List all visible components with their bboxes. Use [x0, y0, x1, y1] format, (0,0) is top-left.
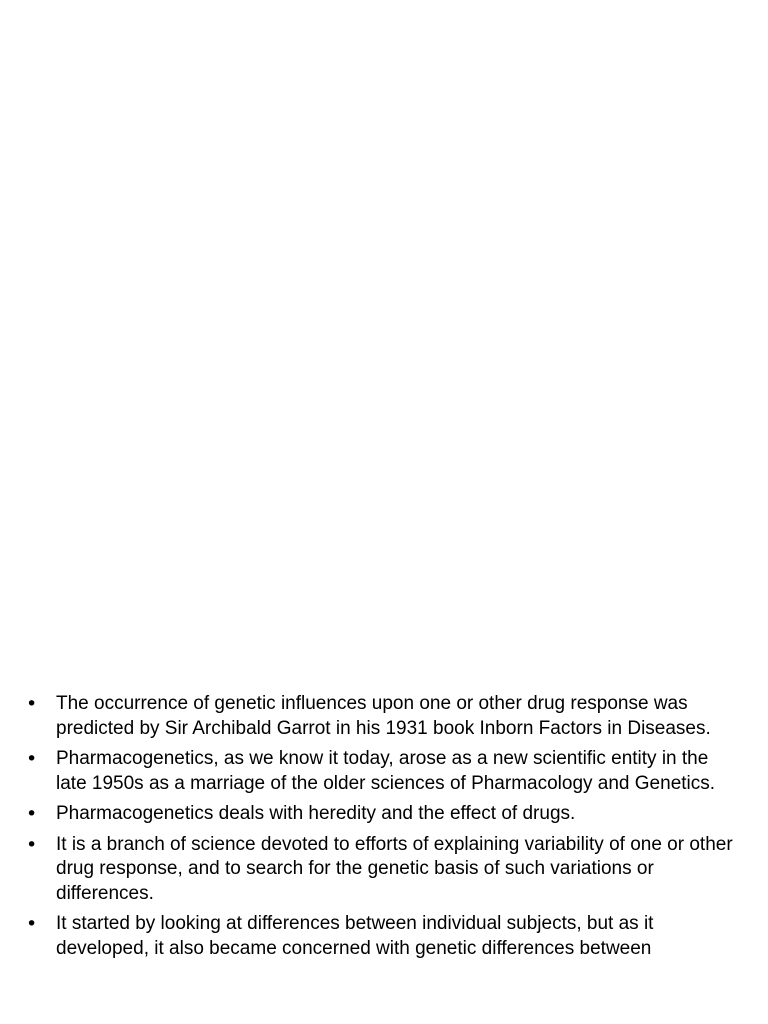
- bullet-text-2: Pharmacogenetics, as we know it today, arose as a new scientific entity in the late 1950s as a marriage of the older sciences of Pharmacology and Genetics.: [56, 748, 716, 794]
- bullet-marker: •: [26, 748, 38, 770]
- bullet-marker: •: [26, 913, 38, 935]
- bullet-marker: •: [26, 803, 38, 825]
- bullet-text-1: The occurrence of genetic influences upon one or other drug response was predicted by Sir Archibald Garrot in his 1931 book Inborn Factors in Diseases.: [56, 693, 711, 739]
- bullet-marker: •: [26, 833, 38, 856]
- bullet-text-5: It started by looking at differences between individual subjects, but as it developed, it also became concerned with genetic differences between: [56, 913, 654, 959]
- bullet-item-5: [0, 912, 768, 961]
- bullet-item-3: [0, 802, 768, 827]
- bullet-item-4: [0, 833, 768, 907]
- bullet-list: [0, 692, 768, 967]
- bullet-item-1: [0, 692, 768, 741]
- bullet-text-3: Pharmacogenetics deals with heredity and the effect of drugs.: [56, 803, 576, 824]
- bullet-item-2: [0, 747, 768, 796]
- bullet-text-4: It is a branch of science devoted to efforts of explaining variability of one or other drug response, and to search for the genetic basis of such variations or differences.: [56, 833, 733, 904]
- bullet-marker: •: [26, 693, 38, 715]
